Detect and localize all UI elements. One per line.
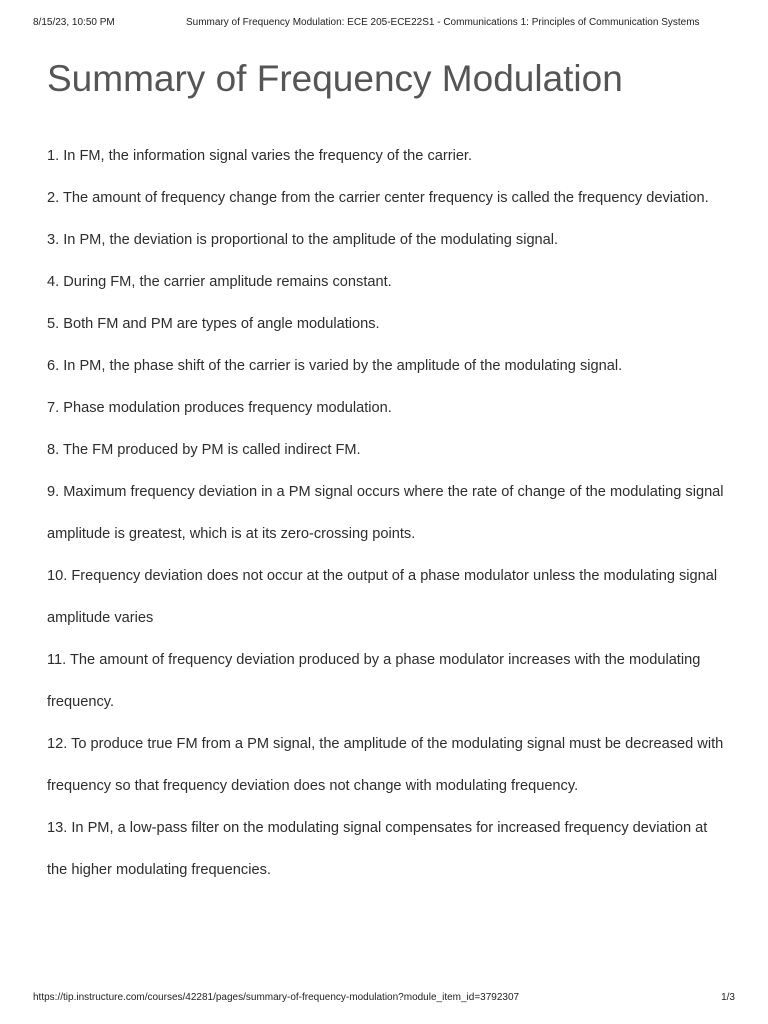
summary-item-12: 12. To produce true FM from a PM signal, the amplitude of the modulating signal must be decreased with frequency so that frequency deviation does not change with modulating frequency.: [47, 736, 724, 794]
summary-item-8: 8. The FM produced by PM is called indirect FM.: [47, 442, 361, 458]
summary-item-3: 3. In PM, the deviation is proportional to the amplitude of the modulating signal.: [47, 232, 559, 248]
print-date: 8/15/23, 10:50 PM: [33, 17, 115, 28]
print-page-number: 1/3: [721, 992, 735, 1003]
summary-list: [47, 135, 727, 891]
print-header: [33, 17, 735, 31]
print-footer: [33, 992, 735, 1006]
summary-item-2: 2. The amount of frequency change from the carrier center frequency is called the frequency deviation.: [47, 190, 709, 206]
summary-item-1: 1. In FM, the information signal varies the frequency of the carrier.: [47, 148, 473, 164]
print-url: https://tip.instructure.com/courses/42281/pages/summary-of-frequency-modulation?module_item_id=3792307: [33, 992, 520, 1003]
summary-item-11: 11. The amount of frequency deviation produced by a phase modulator increases with the modulating frequency.: [47, 652, 701, 710]
summary-item-13: 13. In PM, a low-pass filter on the modulating signal compensates for increased frequency deviation at the higher modulating frequencies.: [47, 820, 708, 878]
summary-item-10: 10. Frequency deviation does not occur at the output of a phase modulator unless the modulating signal amplitude varies: [47, 568, 718, 626]
summary-item-9: 9. Maximum frequency deviation in a PM signal occurs where the rate of change of the modulating signal amplitude is greatest, which is at its zero-crossing points.: [47, 484, 724, 542]
page-title: Summary of Frequency Modulation: [47, 58, 623, 99]
summary-item-4: 4. During FM, the carrier amplitude remains constant.: [47, 274, 392, 290]
print-doc-title: Summary of Frequency Modulation: ECE 205-ECE22S1 - Communications 1: Principles of Communication Systems: [186, 17, 700, 28]
summary-item-5: 5. Both FM and PM are types of angle modulations.: [47, 316, 380, 332]
summary-item-7: 7. Phase modulation produces frequency modulation.: [47, 400, 392, 416]
summary-item-6: 6. In PM, the phase shift of the carrier is varied by the amplitude of the modulating signal.: [47, 358, 623, 374]
